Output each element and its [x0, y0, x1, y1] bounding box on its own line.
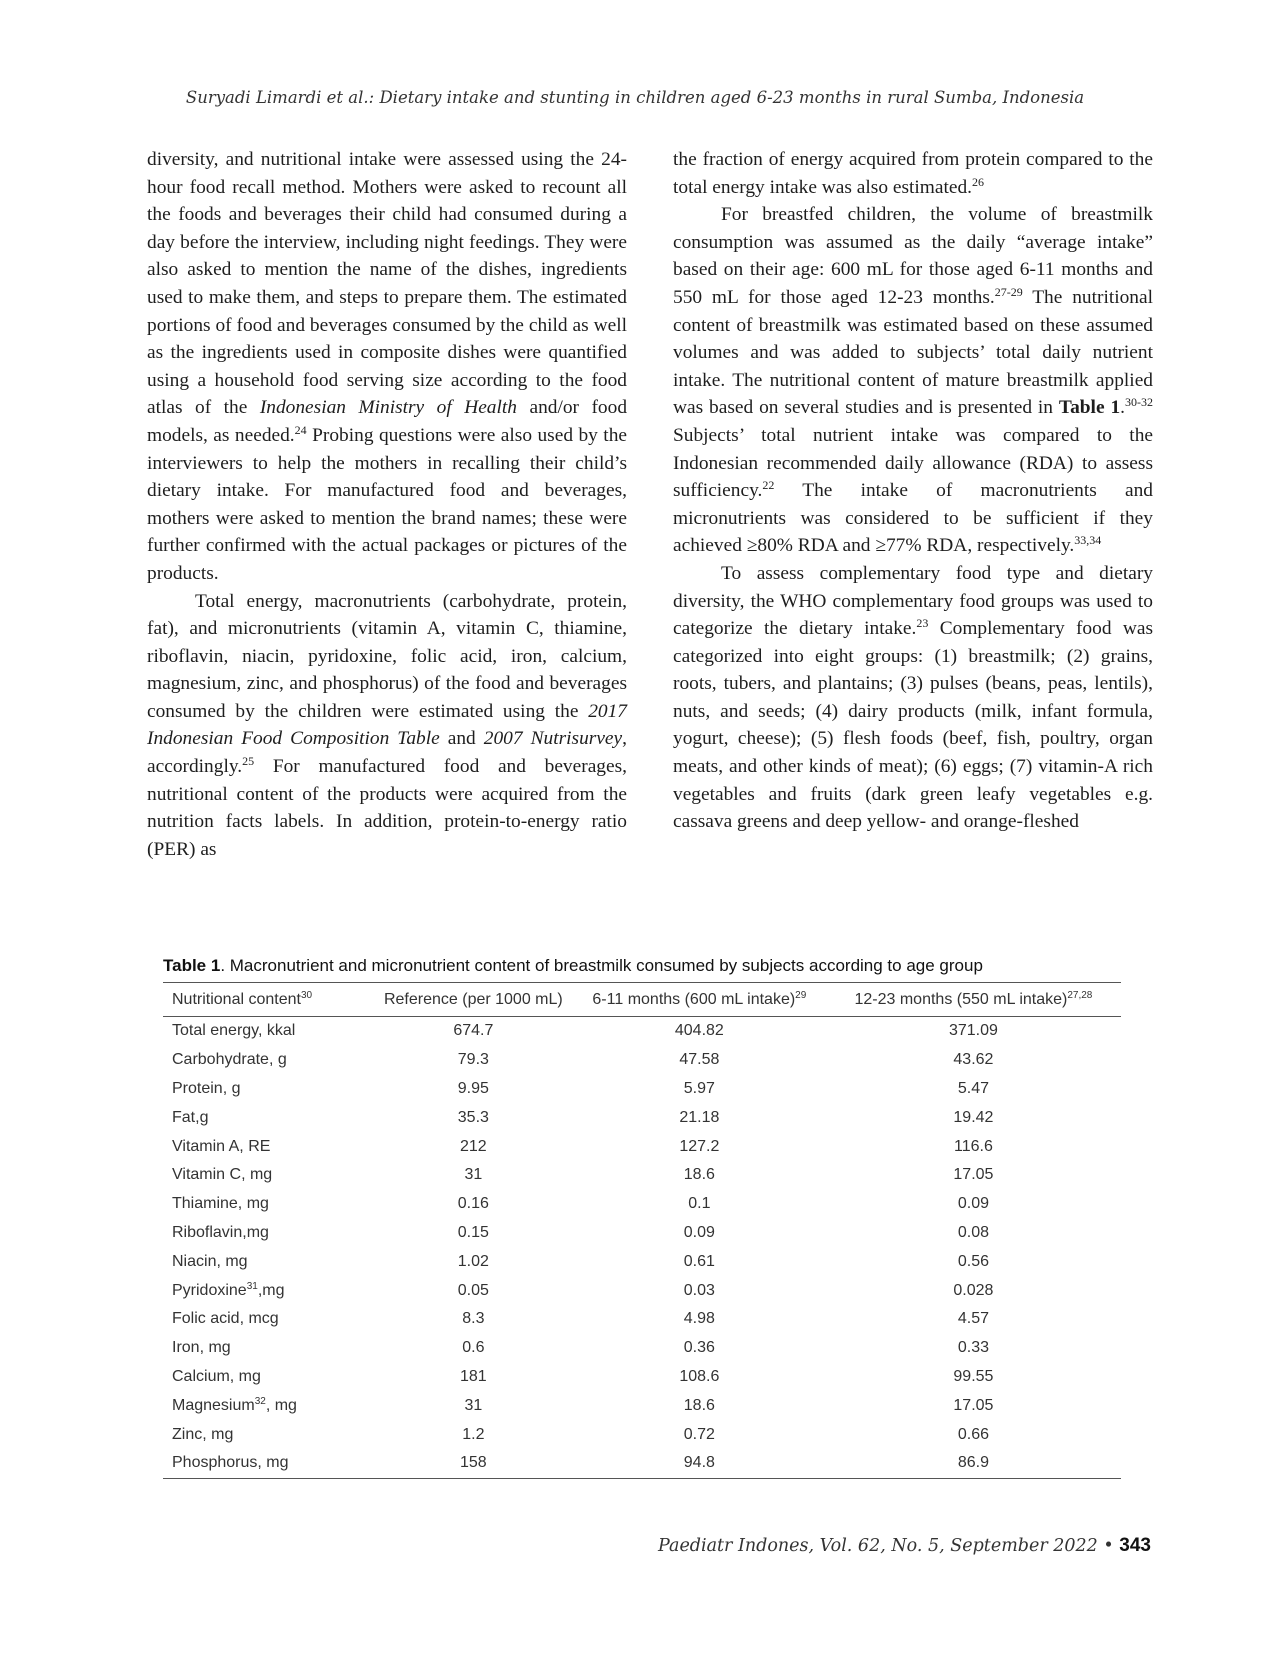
paragraph: Total energy, macronutrients (carbohydrate, protein, fat), and micronutrients (vitamin A, vitamin C, thiamine, riboflavin, niacin, pyridoxine, folic acid, iron, calcium, magnesium, zinc, and phosphorus) of the food and beverages consumed by the children were estimated using the 2017 Indonesian Food Composition Table and 2007 Nutrisurvey, accordingly.$^{25}$ For manufactured food and beverages, nutritional content of the products were acquired from the nutrition facts labels. In addition, protein-to-energy ratio (PER) as [147, 590, 627, 860]
table-row [163, 1046, 1121, 1075]
nutrient-cell: Carbohydrate, g [172, 1051, 287, 1069]
value-12-23-cell: 0.028 [953, 1281, 994, 1299]
reference-value-cell: 35.3 [457, 1108, 489, 1126]
running-head: Suryadi Limardi et al.: Dietary intake and stunting in children aged 6-23 months in rural Sumba, Indonesia [185, 88, 1085, 107]
nutrient-table [163, 982, 1121, 1479]
table-row [163, 1449, 1121, 1478]
nutrient-cell: Fat,g [172, 1108, 209, 1126]
value-6-11-cell: 127.2 [679, 1137, 720, 1155]
paragraph: For breastfed children, the volume of breastmilk consumption was assumed as the daily “average intake” based on their age: 600 mL for those aged 6-11 months and 550 mL for those aged 12-23 months.$^{27-29}$ The nutritional content of breastmilk was estimated based on these assumed volumes and was added to subjects’ total daily nutrient intake. The nutritional content of mature breastmilk applied was based on several studies and is presented in Table 1.$^{30-32}$ Subjects’ total nutrient intake was compared to the Indonesian recommended daily allowance (RDA) to assess sufficiency.$^{22}$ The intake of macronutrients and micronutrients was considered to be sufficient if they achieved ≥80% RDA and ≥77% RDA, respectively.$^{33,34}$ [673, 204, 1154, 557]
value-6-11-cell: 21.18 [679, 1108, 720, 1126]
bullet: • [1103, 1536, 1114, 1556]
value-12-23-cell: 371.09 [948, 1022, 998, 1040]
column-header: Nutritional content$^{30}$ [163, 983, 374, 1017]
nutrient-cell: Thiamine, mg [172, 1195, 269, 1213]
value-12-23-cell: 43.62 [953, 1051, 994, 1069]
citation: 27-29 [994, 284, 1023, 299]
nutrient-cell: Phosphorus, mg [163, 1449, 374, 1478]
value-6-11-cell: 18.6 [683, 1396, 715, 1414]
citation: 23 [916, 616, 929, 631]
paragraph: diversity, and nutritional intake were assessed using the 24-hour food recall method. Mothers were asked to recount all the foods and beverages their child had consumed during a day before the interview, including night feedings. They were also asked to mention the name of the dishes, ingredients used to make them, and steps to prepare them. The estimated portions of food and beverages consumed by the child as well as the ingredients used in composite dishes were quantified using a household food serving size according to the food atlas of the Indonesian Ministry of Health and/or food models, as needed.$^{24}$ Probing questions were also used by the interviewers to help the mothers in recalling their child’s dietary intake. For manufactured food and beverages, mothers were asked to mention the brand names; these were further confirmed with the actual packages or pictures of the products. [147, 149, 628, 584]
nutrient-cell: Zinc, mg [172, 1425, 234, 1443]
table-row [163, 1334, 1121, 1363]
reference-value-cell: 212 [460, 1137, 487, 1155]
table-header-row [163, 983, 1121, 1017]
reference-value-cell: 79.3 [457, 1051, 489, 1069]
value-12-23-cell: 0.56 [957, 1252, 989, 1270]
value-6-11-cell: 0.09 [683, 1223, 715, 1241]
citation: 22 [762, 478, 775, 493]
page-number: 343 [1119, 1535, 1151, 1556]
value-12-23-cell: 17.05 [953, 1166, 994, 1184]
reference-value-cell: 158 [374, 1449, 573, 1478]
reference-value-cell: 0.15 [457, 1223, 489, 1241]
paragraph: To assess complementary food type and dietary diversity, the WHO complementary food groups was used to categorize the dietary intake.$^{23}$ Complementary food was categorized into eight groups: (1) breastmilk; (2) grains, roots, tubers, and plantains; (3) pulses (beans, peas, lentils), nuts, and seeds; (4) dairy products (milk, infant formula, yogurt, cheese); (5) flesh foods (beef, fish, poultry, organ meats, and other kinds of meat); (6) eggs; (7) vitamin-A rich vegetables and fruits (dark green leafy vegetables e.g. cassava greens and deep yellow- and orange-fleshed [673, 562, 1153, 833]
table-row [163, 1017, 1121, 1046]
reference-value-cell: 8.3 [462, 1310, 485, 1328]
value-12-23-cell: 4.57 [957, 1310, 989, 1328]
reference-value-cell: 0.05 [457, 1281, 489, 1299]
table-row [163, 1219, 1121, 1248]
table-row [163, 1132, 1121, 1161]
reference-value-cell: 0.16 [457, 1195, 489, 1213]
nutrient-cell: Vitamin C, mg [172, 1166, 273, 1184]
value-12-23-cell: 0.09 [957, 1195, 989, 1213]
nutrient-cell: Folic acid, mcg [172, 1310, 279, 1328]
reference-value-cell: 31 [464, 1396, 483, 1414]
nutrient-cell: Vitamin A, RE [172, 1137, 271, 1155]
value-12-23-cell: 0.66 [957, 1425, 989, 1443]
reference-value-cell: 31 [464, 1166, 483, 1184]
citation: 25 [242, 754, 255, 769]
table-row [163, 1247, 1121, 1276]
value-12-23-cell: 116.6 [954, 1137, 993, 1155]
value-12-23-cell: 0.08 [957, 1223, 989, 1241]
right-column [673, 146, 1153, 836]
table-row [163, 1161, 1121, 1190]
paragraph: the fraction of energy acquired from protein compared to the total energy intake was also estimated.$^{26}$ [673, 149, 1153, 198]
citation: 30-32 [1125, 395, 1154, 410]
reference-value-cell: 1.2 [462, 1425, 485, 1443]
value-6-11-cell: 0.03 [683, 1281, 715, 1299]
value-6-11-cell: 94.8 [573, 1449, 826, 1478]
value-6-11-cell: 18.6 [683, 1166, 715, 1184]
table-row [163, 1420, 1121, 1449]
italic-term: Indonesian Ministry of Health [259, 397, 517, 419]
reference-value-cell: 9.95 [457, 1079, 489, 1097]
value-12-23-cell: 0.33 [957, 1339, 989, 1357]
nutrient-cell: Total energy, kkal [172, 1022, 296, 1040]
value-12-23-cell: 86.9 [826, 1449, 1121, 1478]
value-6-11-cell: 5.97 [683, 1079, 715, 1097]
column-header: 6-11 months (600 mL intake)$^{29}$ [573, 983, 826, 1017]
italic-term: 2007 Nutrisurvey [483, 728, 623, 750]
value-6-11-cell: 0.1 [688, 1195, 711, 1213]
value-6-11-cell: 0.36 [683, 1339, 715, 1357]
citation: 24 [294, 422, 307, 437]
citation: 33,34 [1074, 533, 1102, 548]
nutrient-cell: Pyridoxine$^{31}$,mg [172, 1280, 285, 1299]
value-12-23-cell: 5.47 [957, 1079, 989, 1097]
value-12-23-cell: 19.42 [953, 1108, 994, 1126]
value-6-11-cell: 404.82 [674, 1022, 724, 1040]
italic-term: 2017 Indonesian Food Composition Table [147, 700, 627, 750]
table-1 [163, 956, 1121, 1479]
value-6-11-cell: 4.98 [683, 1310, 715, 1328]
nutrient-cell: Protein, g [172, 1079, 241, 1097]
column-header: 12-23 months (550 mL intake)$^{27,28}$ [826, 983, 1121, 1017]
value-12-23-cell: 99.55 [953, 1367, 994, 1385]
table-row [163, 1075, 1121, 1104]
table-reference: Table 1 [1058, 397, 1121, 419]
table-row [163, 1305, 1121, 1334]
value-6-11-cell: 0.72 [683, 1425, 715, 1443]
nutrient-cell: Iron, mg [172, 1339, 231, 1357]
nutrient-cell: Magnesium$^{32}$, mg [172, 1395, 297, 1414]
table-row [163, 1363, 1121, 1392]
reference-value-cell: 181 [460, 1367, 487, 1385]
table-row [163, 1190, 1121, 1219]
table-caption: Table 1. Macronutrient and micronutrient content of breastmilk consumed by subjects according to age group [163, 956, 983, 975]
value-6-11-cell: 108.6 [679, 1367, 720, 1385]
citation: 26 [972, 174, 985, 189]
page-footer [658, 1535, 1151, 1557]
reference-value-cell: 0.6 [462, 1339, 485, 1357]
left-column [147, 146, 627, 863]
table-row [163, 1276, 1121, 1305]
nutrient-cell: Riboflavin,mg [172, 1223, 269, 1241]
table-row [163, 1103, 1121, 1132]
reference-value-cell: 674.7 [453, 1022, 494, 1040]
value-6-11-cell: 0.61 [683, 1252, 715, 1270]
value-6-11-cell: 47.58 [679, 1051, 720, 1069]
table-row [163, 1391, 1121, 1420]
journal-citation: Paediatr Indones, Vol. 62, No. 5, September 2022 [658, 1536, 1098, 1556]
reference-value-cell: 1.02 [457, 1252, 489, 1270]
nutrient-cell: Niacin, mg [172, 1252, 248, 1270]
value-12-23-cell: 17.05 [953, 1396, 994, 1414]
nutrient-cell: Calcium, mg [172, 1367, 261, 1385]
column-header: Reference (per 1000 mL) [374, 983, 573, 1017]
